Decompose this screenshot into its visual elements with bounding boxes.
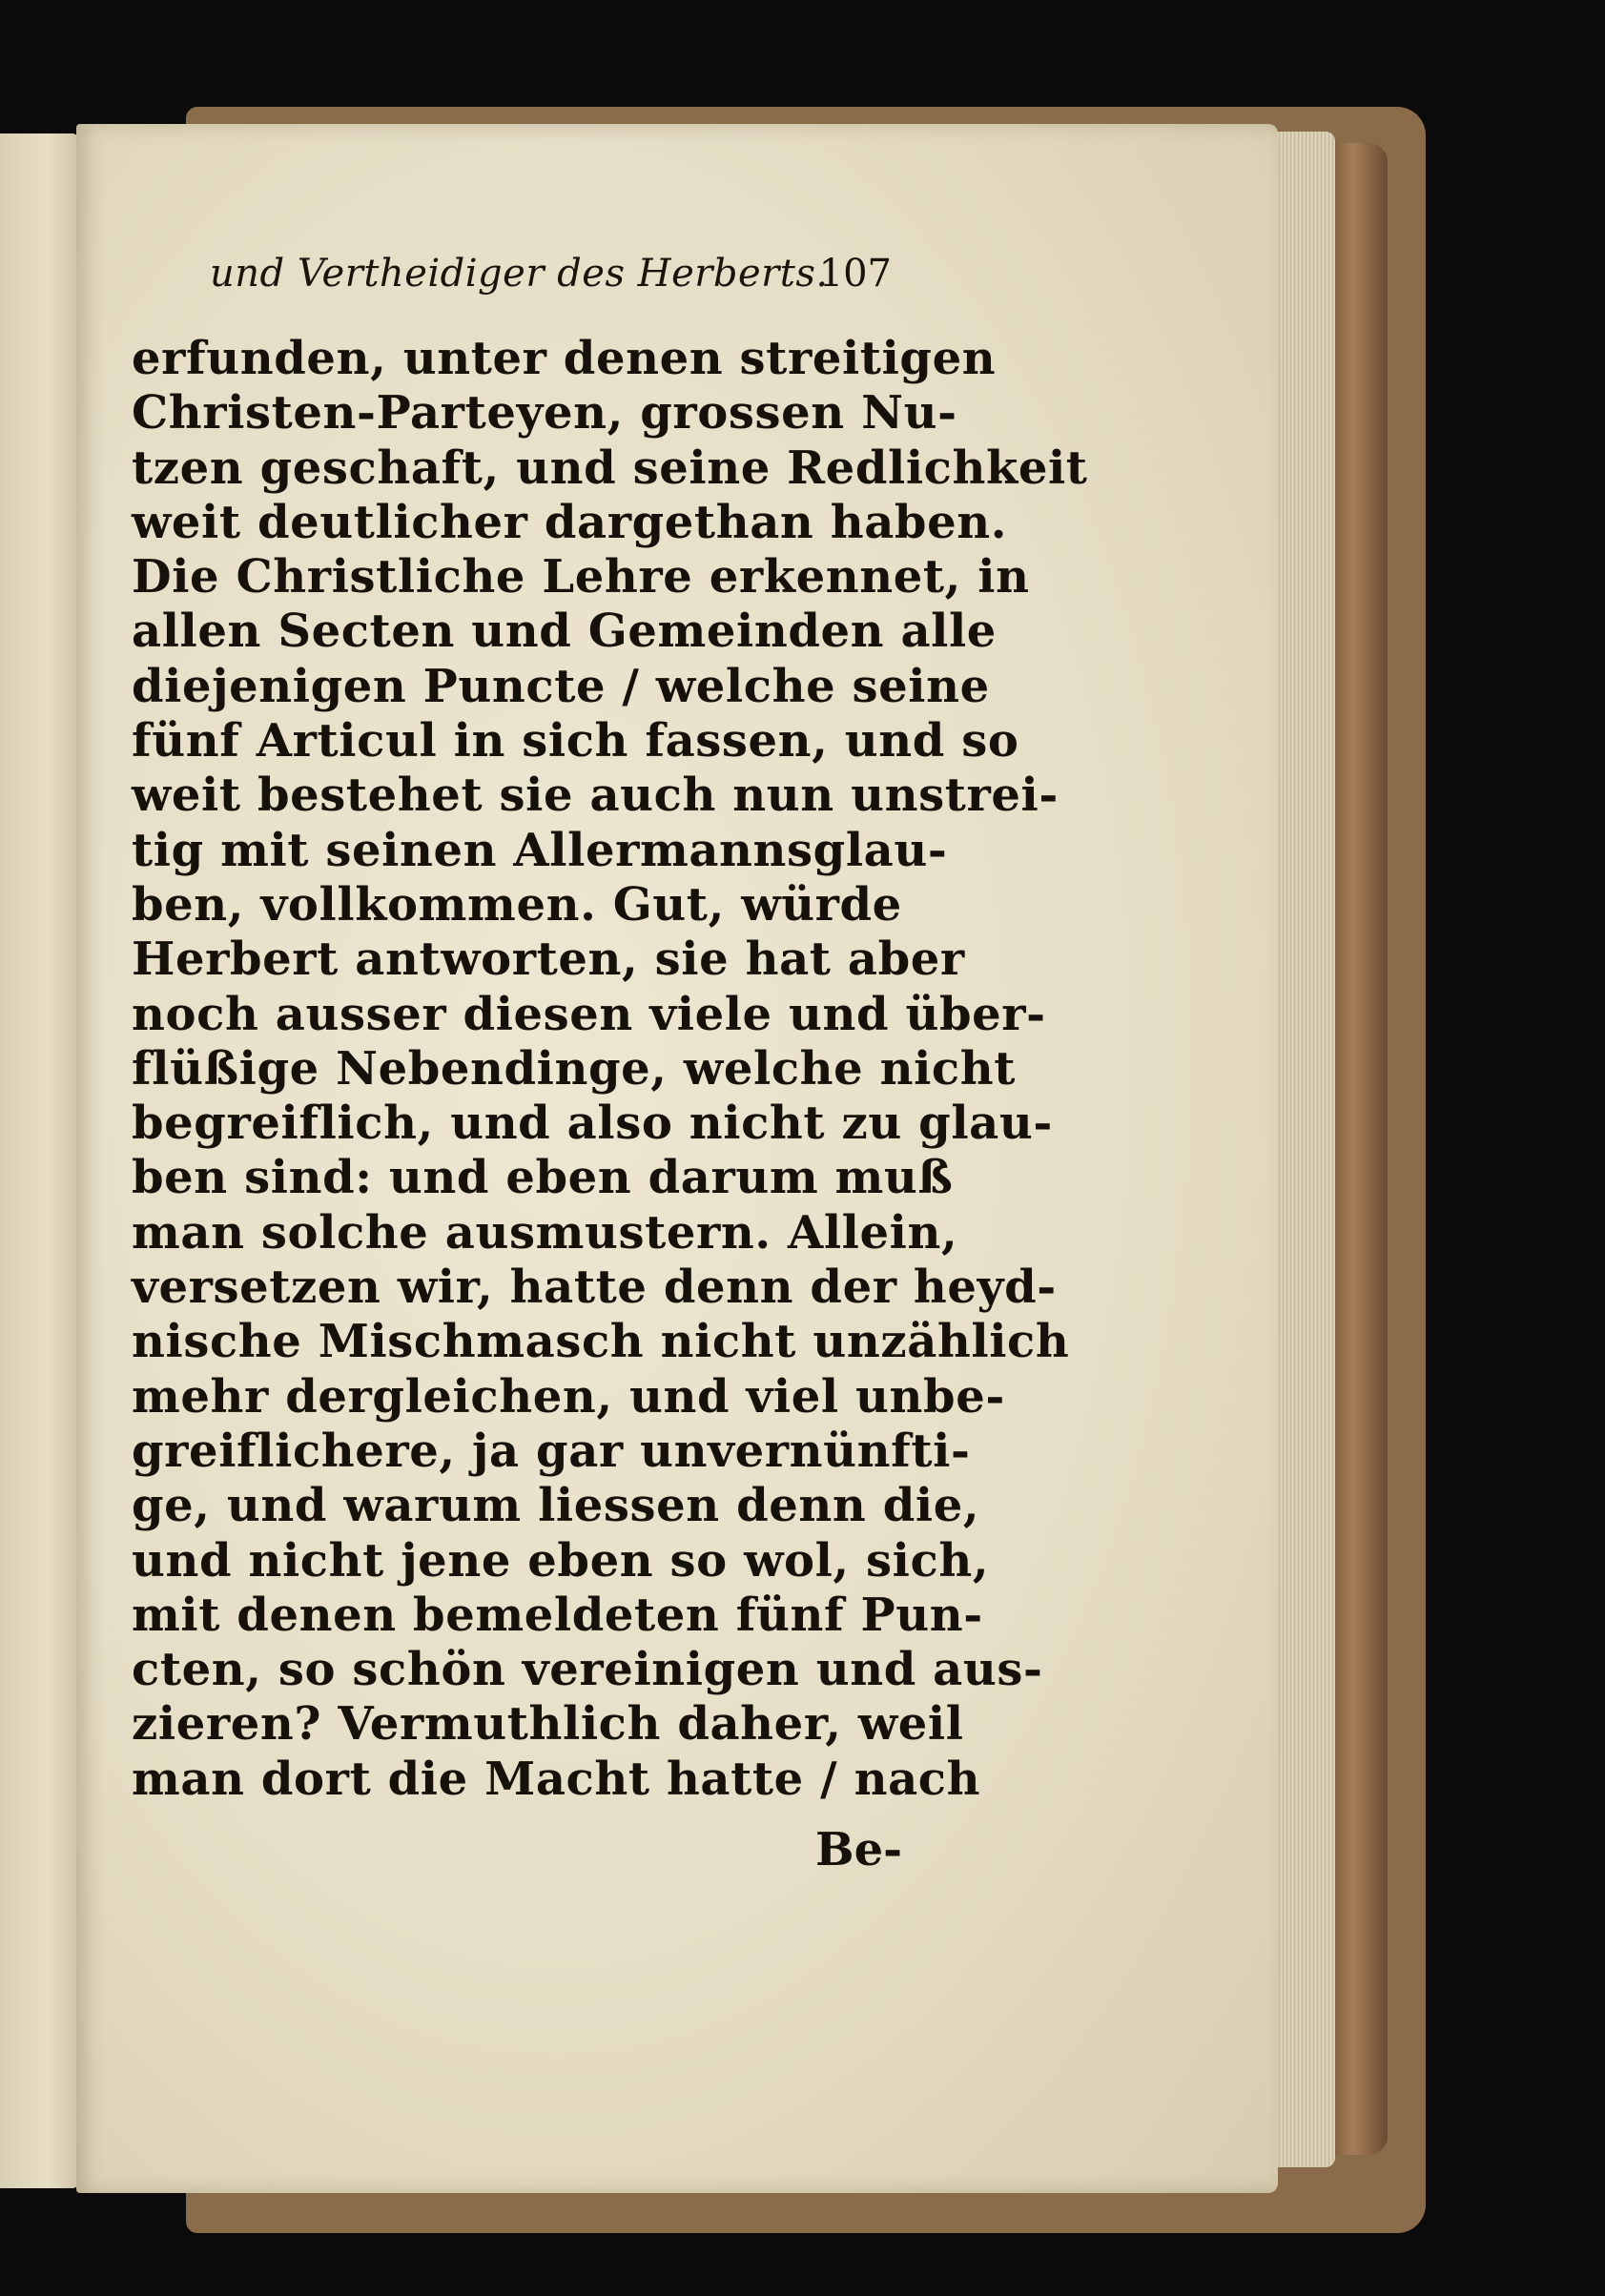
body-text bbox=[132, 332, 1088, 1807]
text-line: noch ausser diesen viele und über- bbox=[132, 987, 1046, 1041]
text-line: Herbert antworten, sie hat aber bbox=[132, 933, 965, 987]
text-line: begreiflich, und also nicht zu glau- bbox=[132, 1097, 1053, 1151]
text-line: weit bestehet sie auch nun unstrei- bbox=[132, 769, 1059, 823]
running-head: und Vertheidiger des Herberts. bbox=[210, 252, 829, 296]
text-line: diejenigen Puncte / welche seine bbox=[132, 659, 990, 713]
book-fore-edge-outer bbox=[1330, 143, 1388, 2155]
text-line: erfunden, unter denen streitigen bbox=[132, 332, 997, 385]
text-line: Christen-Parteyen, grossen Nu- bbox=[132, 386, 957, 441]
text-line: tzen geschaft, und seine Redlichkeit bbox=[132, 441, 1088, 495]
text-line: weit deutlicher dargethan haben. bbox=[132, 495, 1008, 549]
text-line: versetzen wir, hatte denn der heyd- bbox=[132, 1261, 1057, 1315]
facing-page-edge bbox=[0, 133, 78, 2188]
page-number: 107 bbox=[818, 252, 892, 296]
text-line: man solche ausmustern. Allein, bbox=[132, 1205, 958, 1260]
text-line: fünf Articul in sich fassen, und so bbox=[132, 714, 1019, 769]
text-line: mehr dergleichen, und viel unbe- bbox=[132, 1369, 1005, 1424]
text-line: zieren? Vermuthlich daher, weil bbox=[132, 1697, 964, 1752]
text-line: ben sind: und eben darum muß bbox=[132, 1151, 954, 1205]
text-line: flüßige Nebendinge, welche nicht bbox=[132, 1041, 1017, 1096]
text-line: tig mit seinen Allermannsglau- bbox=[132, 823, 948, 877]
text-line: cten, so schön vereinigen und aus- bbox=[132, 1643, 1043, 1697]
text-line: mit denen bemeldeten fünf Pun- bbox=[132, 1588, 983, 1642]
text-line: greiflichere, ja gar unvernünfti- bbox=[132, 1424, 971, 1478]
text-line: Die Christliche Lehre erkennet, in bbox=[132, 550, 1030, 605]
text-line: man dort die Macht hatte / nach bbox=[132, 1752, 981, 1806]
text-line: ge, und warum liessen denn die, bbox=[132, 1479, 980, 1533]
catchword: Be- bbox=[815, 1823, 903, 1876]
text-line: nische Mischmasch nicht unzählich bbox=[132, 1315, 1070, 1369]
text-line: und nicht jene eben so wol, sich, bbox=[132, 1533, 990, 1588]
page-header bbox=[210, 246, 892, 303]
text-line: ben, vollkommen. Gut, würde bbox=[132, 877, 902, 932]
text-line: allen Secten und Gemeinden alle bbox=[132, 605, 997, 659]
